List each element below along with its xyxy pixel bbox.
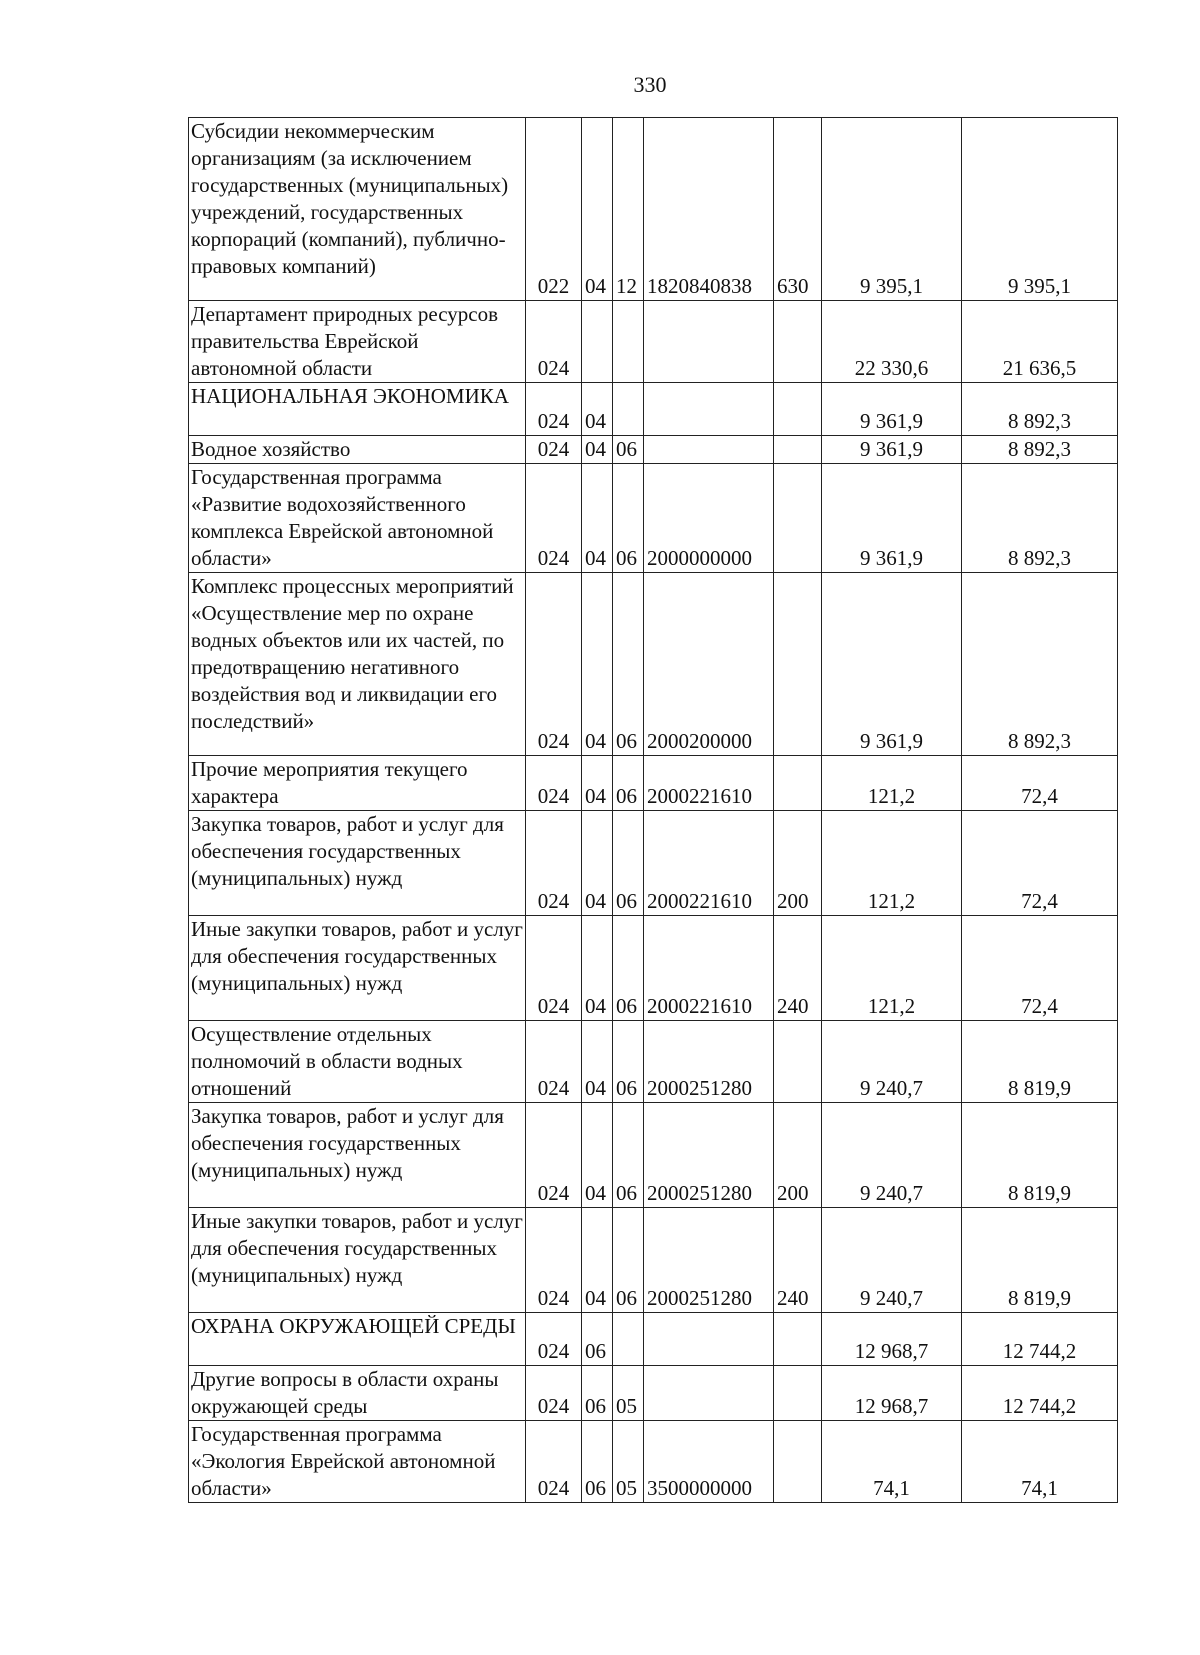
subsection-code-cell: 06 (613, 811, 644, 916)
amount-executed-cell: 9 395,1 (962, 118, 1118, 301)
subsection-code-cell: 06 (613, 756, 644, 811)
admin-code-cell: 024 (526, 464, 582, 573)
row-name-cell: Комплекс процессных мероприятий «Осуществление мер по охране водных объектов или их частей, по предотвращению негативного воздействия вод и ликвидации его последствий» (189, 573, 526, 756)
row-name-cell: Закупка товаров, работ и услуг для обеспечения государственных (муниципальных) нужд (189, 1103, 526, 1208)
expense-type-cell (774, 1421, 822, 1503)
amount-planned-cell: 9 240,7 (822, 1021, 962, 1103)
row-name-cell: Департамент природных ресурсов правительства Еврейской автономной области (189, 301, 526, 383)
amount-executed-cell: 74,1 (962, 1421, 1118, 1503)
amount-planned-cell: 12 968,7 (822, 1366, 962, 1421)
section-code-cell: 04 (582, 1103, 613, 1208)
section-code-cell: 04 (582, 811, 613, 916)
row-name-cell: Осуществление отдельных полномочий в области водных отношений (189, 1021, 526, 1103)
target-article-cell: 2000221610 (644, 916, 774, 1021)
row-name-cell: Иные закупки товаров, работ и услуг для обеспечения государственных (муниципальных) нужд (189, 916, 526, 1021)
amount-executed-cell: 8 892,3 (962, 383, 1118, 436)
admin-code-cell: 024 (526, 1313, 582, 1366)
amount-planned-cell: 9 395,1 (822, 118, 962, 301)
target-article-cell: 2000251280 (644, 1021, 774, 1103)
amount-executed-cell: 8 819,9 (962, 1208, 1118, 1313)
expense-type-cell (774, 1021, 822, 1103)
table-row (189, 1313, 1118, 1366)
amount-executed-cell: 72,4 (962, 916, 1118, 1021)
table-row (189, 1103, 1118, 1208)
target-article-cell (644, 1313, 774, 1366)
amount-executed-cell: 8 819,9 (962, 1021, 1118, 1103)
table-row (189, 811, 1118, 916)
subsection-code-cell: 06 (613, 1021, 644, 1103)
amount-executed-cell: 21 636,5 (962, 301, 1118, 383)
subsection-code-cell: 06 (613, 1103, 644, 1208)
target-article-cell (644, 383, 774, 436)
section-code-cell: 06 (582, 1313, 613, 1366)
row-name-cell: Прочие мероприятия текущего характера (189, 756, 526, 811)
amount-executed-cell: 8 892,3 (962, 573, 1118, 756)
target-article-cell: 1820840838 (644, 118, 774, 301)
amount-planned-cell: 121,2 (822, 811, 962, 916)
row-name-cell: ОХРАНА ОКРУЖАЮЩЕЙ СРЕДЫ (189, 1313, 526, 1366)
section-code-cell: 06 (582, 1366, 613, 1421)
row-name-cell: Государственная программа «Развитие водохозяйственного комплекса Еврейской автономной области» (189, 464, 526, 573)
subsection-code-cell: 05 (613, 1421, 644, 1503)
admin-code-cell: 024 (526, 1421, 582, 1503)
row-name-cell: Государственная программа «Экология Еврейской автономной области» (189, 1421, 526, 1503)
table-row (189, 1021, 1118, 1103)
budget-table-body (189, 118, 1118, 1503)
expense-type-cell (774, 573, 822, 756)
section-code-cell: 04 (582, 436, 613, 464)
target-article-cell: 2000221610 (644, 811, 774, 916)
section-code-cell: 04 (582, 464, 613, 573)
admin-code-cell: 024 (526, 436, 582, 464)
expense-type-cell: 240 (774, 916, 822, 1021)
section-code-cell: 04 (582, 1208, 613, 1313)
table-row (189, 756, 1118, 811)
subsection-code-cell: 06 (613, 916, 644, 1021)
amount-executed-cell: 8 892,3 (962, 436, 1118, 464)
table-row (189, 916, 1118, 1021)
amount-planned-cell: 74,1 (822, 1421, 962, 1503)
target-article-cell: 2000200000 (644, 573, 774, 756)
subsection-code-cell: 12 (613, 118, 644, 301)
amount-planned-cell: 121,2 (822, 916, 962, 1021)
expense-type-cell: 200 (774, 1103, 822, 1208)
amount-planned-cell: 9 361,9 (822, 383, 962, 436)
target-article-cell (644, 1366, 774, 1421)
expense-type-cell (774, 756, 822, 811)
expense-type-cell (774, 436, 822, 464)
target-article-cell (644, 436, 774, 464)
section-code-cell: 04 (582, 916, 613, 1021)
section-code-cell: 04 (582, 118, 613, 301)
table-row (189, 464, 1118, 573)
expense-type-cell: 240 (774, 1208, 822, 1313)
expense-type-cell (774, 383, 822, 436)
section-code-cell: 06 (582, 1421, 613, 1503)
row-name-cell: Субсидии некоммерческим организациям (за исключением государственных (муниципальных) учреждений, государственных корпораций (компаний), публично-правовых компаний) (189, 118, 526, 301)
table-row (189, 436, 1118, 464)
amount-planned-cell: 9 361,9 (822, 573, 962, 756)
table-row (189, 301, 1118, 383)
row-name-cell: Водное хозяйство (189, 436, 526, 464)
amount-planned-cell: 121,2 (822, 756, 962, 811)
amount-planned-cell: 12 968,7 (822, 1313, 962, 1366)
expense-type-cell: 200 (774, 811, 822, 916)
amount-executed-cell: 12 744,2 (962, 1366, 1118, 1421)
admin-code-cell: 024 (526, 301, 582, 383)
section-code-cell: 04 (582, 1021, 613, 1103)
subsection-code-cell: 05 (613, 1366, 644, 1421)
admin-code-cell: 024 (526, 1208, 582, 1313)
amount-planned-cell: 22 330,6 (822, 301, 962, 383)
expense-type-cell: 630 (774, 118, 822, 301)
admin-code-cell: 024 (526, 811, 582, 916)
section-code-cell: 04 (582, 756, 613, 811)
row-name-cell: Закупка товаров, работ и услуг для обеспечения государственных (муниципальных) нужд (189, 811, 526, 916)
subsection-code-cell (613, 301, 644, 383)
admin-code-cell: 024 (526, 383, 582, 436)
admin-code-cell: 024 (526, 916, 582, 1021)
table-row (189, 573, 1118, 756)
target-article-cell: 2000000000 (644, 464, 774, 573)
amount-planned-cell: 9 361,9 (822, 464, 962, 573)
amount-executed-cell: 12 744,2 (962, 1313, 1118, 1366)
amount-planned-cell: 9 240,7 (822, 1103, 962, 1208)
table-row (189, 383, 1118, 436)
target-article-cell: 2000251280 (644, 1103, 774, 1208)
amount-executed-cell: 72,4 (962, 756, 1118, 811)
page-number: 330 (633, 72, 667, 97)
target-article-cell: 3500000000 (644, 1421, 774, 1503)
subsection-code-cell (613, 1313, 644, 1366)
table-row (189, 1366, 1118, 1421)
amount-executed-cell: 8 892,3 (962, 464, 1118, 573)
row-name-cell: НАЦИОНАЛЬНАЯ ЭКОНОМИКА (189, 383, 526, 436)
table-row (189, 1421, 1118, 1503)
row-name-cell: Иные закупки товаров, работ и услуг для обеспечения государственных (муниципальных) нужд (189, 1208, 526, 1313)
subsection-code-cell: 06 (613, 573, 644, 756)
expense-type-cell (774, 301, 822, 383)
expense-type-cell (774, 1313, 822, 1366)
amount-executed-cell: 8 819,9 (962, 1103, 1118, 1208)
section-code-cell: 04 (582, 383, 613, 436)
target-article-cell (644, 301, 774, 383)
admin-code-cell: 024 (526, 1103, 582, 1208)
subsection-code-cell (613, 383, 644, 436)
admin-code-cell: 022 (526, 118, 582, 301)
expense-type-cell (774, 464, 822, 573)
section-code-cell (582, 301, 613, 383)
admin-code-cell: 024 (526, 573, 582, 756)
row-name-cell: Другие вопросы в области охраны окружающей среды (189, 1366, 526, 1421)
subsection-code-cell: 06 (613, 1208, 644, 1313)
table-row (189, 118, 1118, 301)
target-article-cell: 2000251280 (644, 1208, 774, 1313)
table-row (189, 1208, 1118, 1313)
expense-type-cell (774, 1366, 822, 1421)
amount-planned-cell: 9 361,9 (822, 436, 962, 464)
admin-code-cell: 024 (526, 756, 582, 811)
amount-planned-cell: 9 240,7 (822, 1208, 962, 1313)
admin-code-cell: 024 (526, 1366, 582, 1421)
admin-code-cell: 024 (526, 1021, 582, 1103)
subsection-code-cell: 06 (613, 436, 644, 464)
budget-table (188, 117, 1118, 1503)
amount-executed-cell: 72,4 (962, 811, 1118, 916)
subsection-code-cell: 06 (613, 464, 644, 573)
target-article-cell: 2000221610 (644, 756, 774, 811)
section-code-cell: 04 (582, 573, 613, 756)
